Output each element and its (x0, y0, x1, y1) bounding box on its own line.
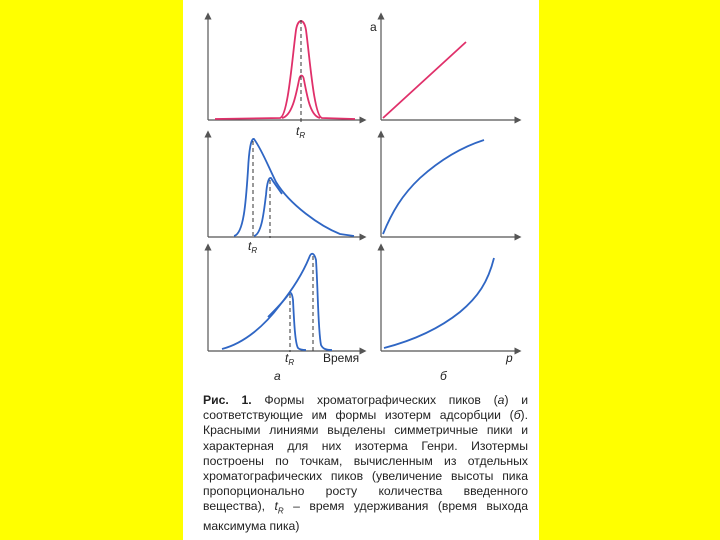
plot-peak-symmetric (208, 16, 363, 140)
plot-peak-fronting (208, 247, 363, 383)
blue-peak-tall (234, 139, 354, 236)
plot-isotherm-concave (381, 247, 518, 383)
blue-isotherm-concave (384, 258, 494, 348)
tr-label: $t_R$ (285, 351, 295, 367)
caption-label: Рис. 1. (203, 393, 252, 407)
pressure-axis-label: p (506, 351, 513, 365)
tr-label: $t_R$ (248, 239, 258, 255)
blue-peak-small (268, 293, 306, 350)
plot-peak-tailing (208, 134, 363, 255)
blue-isotherm-convex (383, 140, 484, 234)
axis-label-a: а (370, 20, 377, 34)
red-isotherm-line (383, 42, 466, 118)
time-axis-label: Время (323, 351, 360, 365)
blue-peak-tall (222, 254, 332, 350)
tr-label: $t_R$ (296, 124, 306, 140)
blue-peak-small (254, 178, 282, 236)
plot-isotherm-linear (370, 16, 518, 120)
figure-caption: Рис. 1. Формы хроматографических пиков (а) и соответствующие им формы изотерм адсорбции (б). Красными линиями выделены симметричные пики и характерная для них изотерма Генри. Изотермы построены по точкам, вычисленным из отдельных хроматографических пиков (увеличение высоты пика пропорционально росту количества введенного вещества), $t_R$ – время удерживания (время выхода максимума пика) (203, 393, 528, 534)
panel-label-b: б (440, 369, 447, 383)
panel-label-a: а (274, 369, 281, 383)
plot-isotherm-convex (381, 134, 518, 237)
red-peak-tall (215, 21, 355, 119)
